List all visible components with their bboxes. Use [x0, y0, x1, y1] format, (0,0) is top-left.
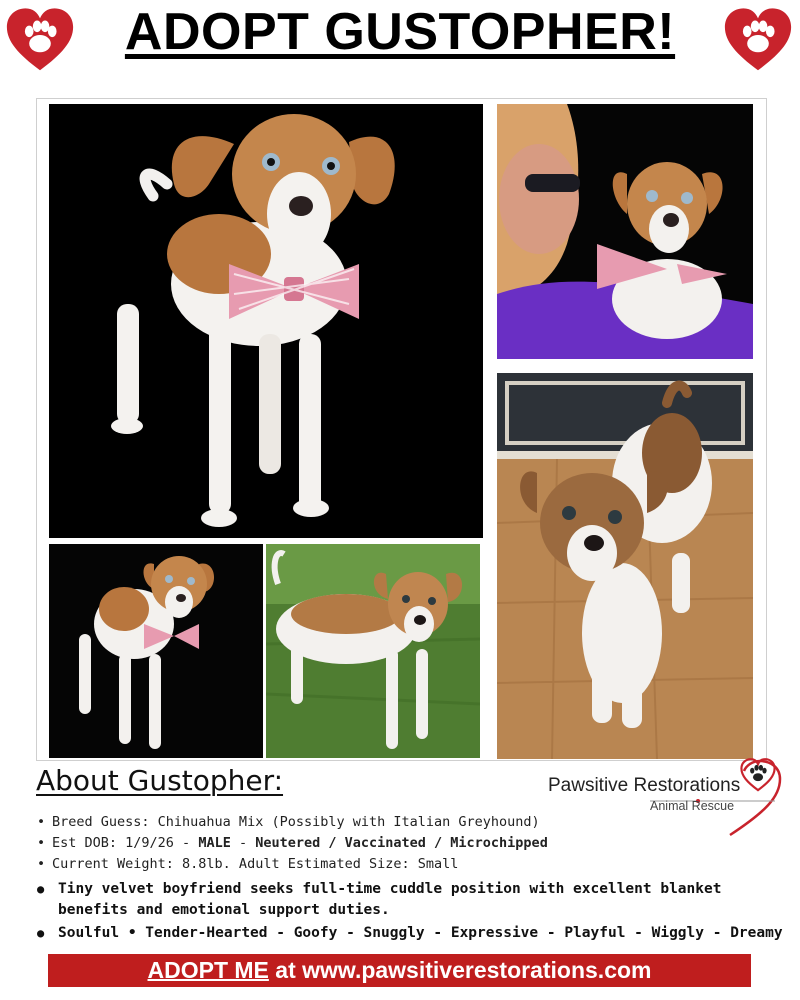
fact-dob-prefix: Est DOB: 1/9/26 -: [52, 835, 199, 851]
paw-heart-icon: [740, 757, 776, 793]
paw-heart-icon: [4, 4, 76, 76]
photo-on-grass: [266, 544, 480, 758]
paw-heart-icon: [722, 4, 794, 76]
right-heart-badge: [722, 4, 794, 80]
photo-bowtie-tilt: [49, 544, 263, 758]
logo-name: Pawsitive Restorations: [548, 775, 741, 796]
fact-dob-sep: -: [230, 835, 256, 851]
traits-text: Soulful • Tender-Hearted - Goofy - Snuggly - Expressive - Playful - Wiggly - Dreamy: [58, 925, 783, 941]
personality-list: [34, 879, 784, 944]
website-text: at www.pawsitiverestorations.com: [268, 957, 652, 983]
adopt-banner[interactable]: [48, 954, 751, 987]
fact-breed-text: Breed Guess: Chihuahua Mix (Possibly with Italian Greyhound): [52, 814, 540, 830]
description-item: [34, 879, 784, 923]
page-title: ADOPT GUSTOPHER!: [124, 3, 676, 61]
photo-main-bowtie: [49, 104, 483, 538]
fact-medical-status: Neutered / Vaccinated / Microchipped: [255, 835, 548, 851]
logo-subtitle: Animal Rescue: [650, 799, 735, 813]
fact-weight-text: Current Weight: 8.8lb. Adult Estimated Size: Small: [52, 856, 459, 872]
about-heading: About Gustopher:: [36, 764, 284, 797]
photo-wood-floor: [497, 373, 753, 759]
left-heart-badge: [4, 4, 76, 80]
photo-held-by-woman: [497, 104, 753, 359]
adopt-me-link[interactable]: ADOPT ME: [147, 957, 269, 983]
fact-sex: MALE: [198, 835, 231, 851]
description-text: Tiny velvet boyfriend seeks full-time cuddle position with excellent blanket benefits and emotional support duties.: [58, 881, 722, 918]
fact-weight: [34, 854, 694, 875]
traits-item: [34, 923, 784, 944]
